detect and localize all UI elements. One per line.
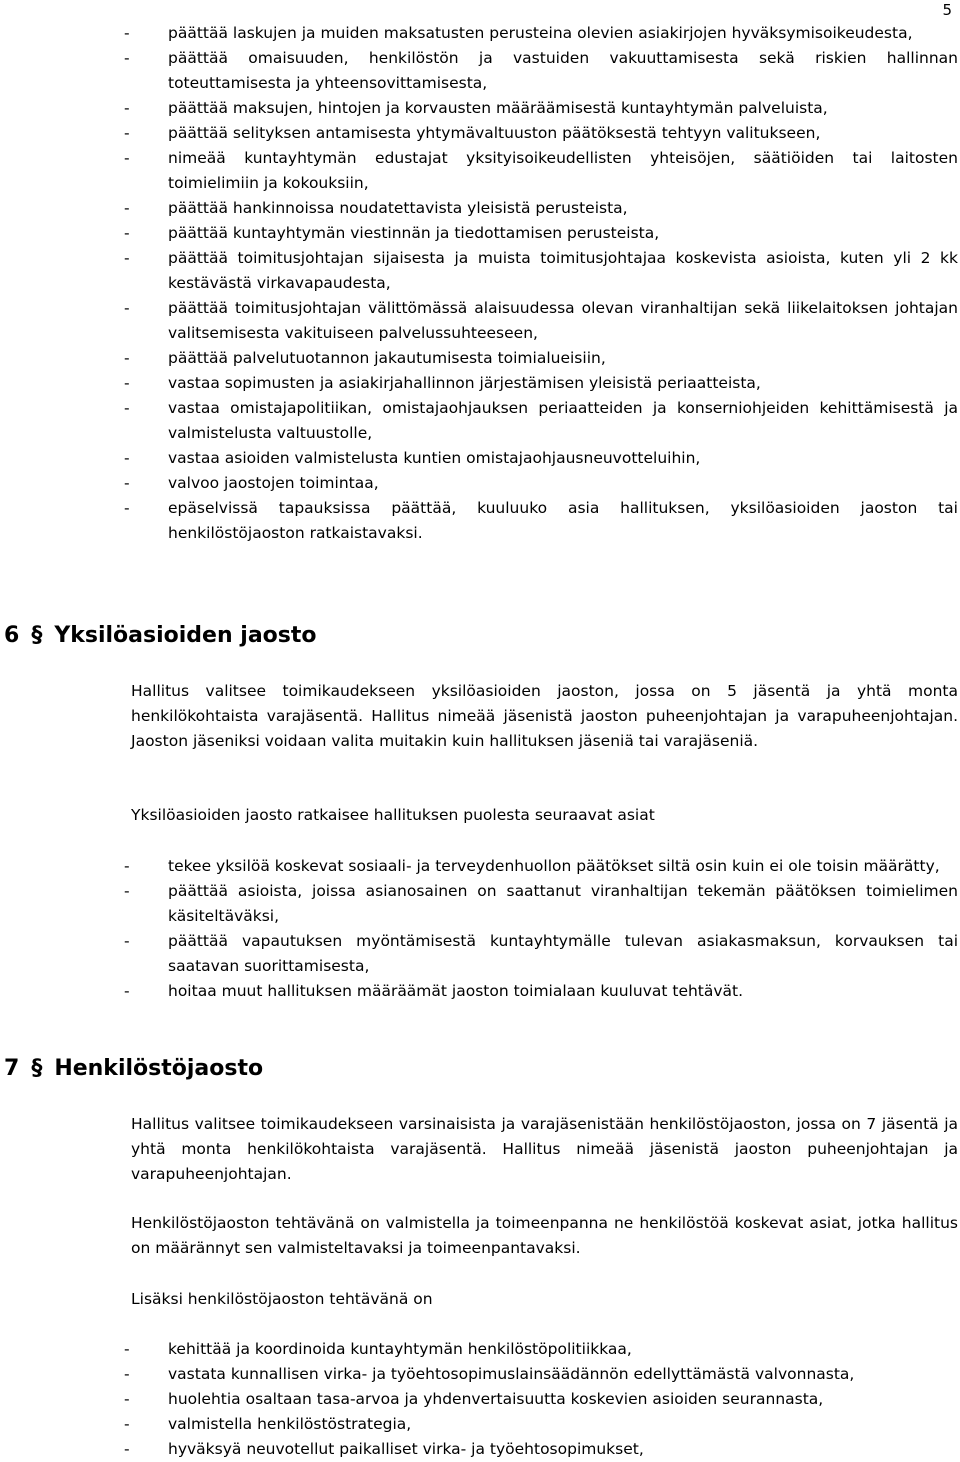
section-7-paragraph: Hallitus valitsee toimikaudekseen varsinaisista ja varajäsenistään henkilöstöjaoston, jossa on 7 jäsentä ja yhtä monta henkilökohtaista varajäsentä. Hallitus nimeää jäsenistä jaoston puheenjohtajan ja varapuheenjohtajan.: [131, 1115, 958, 1183]
section-6-intro: Yksilöasioiden jaosto ratkaisee hallituksen puolesta seuraavat asiat: [131, 806, 655, 824]
list-item: - hoitaa muut hallituksen määräämät jaoston toimialaan kuuluvat tehtävät.: [124, 979, 958, 1004]
section-6-heading: [4, 621, 317, 651]
list-item: - päättää toimitusjohtajan välittömässä alaisuudessa olevan viranhaltijan sekä liikelaitoksen johtajan valitsemisesta vakituiseen palvelussuhteeseen,: [124, 296, 958, 346]
list-item: - päättää vapautuksen myöntämisestä kuntayhtymälle tulevan asiakasmaksun, korvauksen tai saatavan suorittamisesta,: [124, 929, 958, 979]
list-item: - päättää hankinnoissa noudatettavista yleisistä perusteista,: [124, 196, 958, 221]
section-6-list: [124, 854, 958, 1004]
list-item: - hyväksyä neuvotellut paikalliset virka- ja työehtosopimukset,: [124, 1437, 958, 1462]
section-7-list: [124, 1337, 958, 1462]
list-item: - tekee yksilöä koskevat sosiaali- ja terveydenhuollon päätökset siltä osin kuin ei ole toisin määrätty,: [124, 854, 958, 879]
section-7-intro: Lisäksi henkilöstöjaoston tehtävänä on: [131, 1290, 433, 1308]
list-item: - päättää maksujen, hintojen ja korvausten määräämisestä kuntayhtymän palveluista,: [124, 96, 958, 121]
list-item: - valmistella henkilöstöstrategia,: [124, 1412, 958, 1437]
section-7-paragraph-2: Henkilöstöjaoston tehtävänä on valmistella ja toimeenpanna ne henkilöstöä koskevat asiat, jotka hallitus on määrännyt sen valmisteltavaksi ja toimeenpantavaksi.: [131, 1214, 958, 1257]
section-6-paragraph: Hallitus valitsee toimikaudekseen yksilöasioiden jaoston, jossa on 5 jäsentä ja yhtä monta henkilökohtaista varajäsentä. Hallitus nimeää jäsenistä jaoston puheenjohtajan ja varapuheenjohtajan. Jaoston jäseniksi voidaan valita muitakin kuin hallituksen jäseniä tai varajäseniä.: [131, 682, 958, 750]
section-number: 7: [4, 1056, 20, 1081]
list-item: - päättää toimitusjohtajan sijaisesta ja muista toimitusjohtajaa koskevista asioista, kuten yli 2 kk kestävästä virkavapaudesta,: [124, 246, 958, 296]
list-item: - päättää asioista, joissa asianosainen on saattanut viranhaltijan tekemän päätöksen toimielimen käsiteltäväksi,: [124, 879, 958, 929]
section-symbol: §: [31, 1056, 43, 1081]
hallitus-duties-list: [124, 21, 958, 546]
list-item: - kehittää ja koordinoida kuntayhtymän henkilöstöpolitiikkaa,: [124, 1337, 958, 1362]
list-item: - vastata kunnallisen virka- ja työehtosopimuslainsäädännön edellyttämästä valvonnasta,: [124, 1362, 958, 1387]
list-item: - päättää laskujen ja muiden maksatusten perusteina olevien asiakirjojen hyväksymisoikeudesta,: [124, 21, 958, 46]
list-item: - huolehtia osaltaan tasa-arvoa ja yhdenvertaisuutta koskevien asioiden seurannasta,: [124, 1387, 958, 1412]
list-item: - päättää omaisuuden, henkilöstön ja vastuiden vakuuttamisesta sekä riskien hallinnan toteuttamisesta ja yhteensovittamisesta,: [124, 46, 958, 96]
list-item: - vastaa asioiden valmistelusta kuntien omistajaohjausneuvotteluihin,: [124, 446, 958, 471]
section-title: Henkilöstöjaosto: [54, 1056, 264, 1081]
page-number: 5: [942, 1, 952, 19]
section-7-heading: [4, 1054, 263, 1084]
list-item: - vastaa omistajapolitiikan, omistajaohjauksen periaatteiden ja konserniohjeiden kehittämisestä ja valmistelusta valtuustolle,: [124, 396, 958, 446]
list-item: - päättää selityksen antamisesta yhtymävaltuuston päätöksestä tehtyyn valitukseen,: [124, 121, 958, 146]
list-item: - vastaa sopimusten ja asiakirjahallinnon järjestämisen yleisistä periaatteista,: [124, 371, 958, 396]
list-item: - päättää kuntayhtymän viestinnän ja tiedottamisen perusteista,: [124, 221, 958, 246]
section-number: 6: [4, 623, 20, 648]
list-item: - päättää palvelutuotannon jakautumisesta toimialueisiin,: [124, 346, 958, 371]
list-item: - epäselvissä tapauksissa päättää, kuuluuko asia hallituksen, yksilöasioiden jaoston tai henkilöstöjaoston ratkaistavaksi.: [124, 496, 958, 546]
list-item: - nimeää kuntayhtymän edustajat yksityisoikeudellisten yhteisöjen, säätiöiden tai laitosten toimielimiin ja kokouksiin,: [124, 146, 958, 196]
section-symbol: §: [31, 623, 43, 648]
section-title: Yksilöasioiden jaosto: [54, 623, 317, 648]
list-item: - valvoo jaostojen toimintaa,: [124, 471, 958, 496]
